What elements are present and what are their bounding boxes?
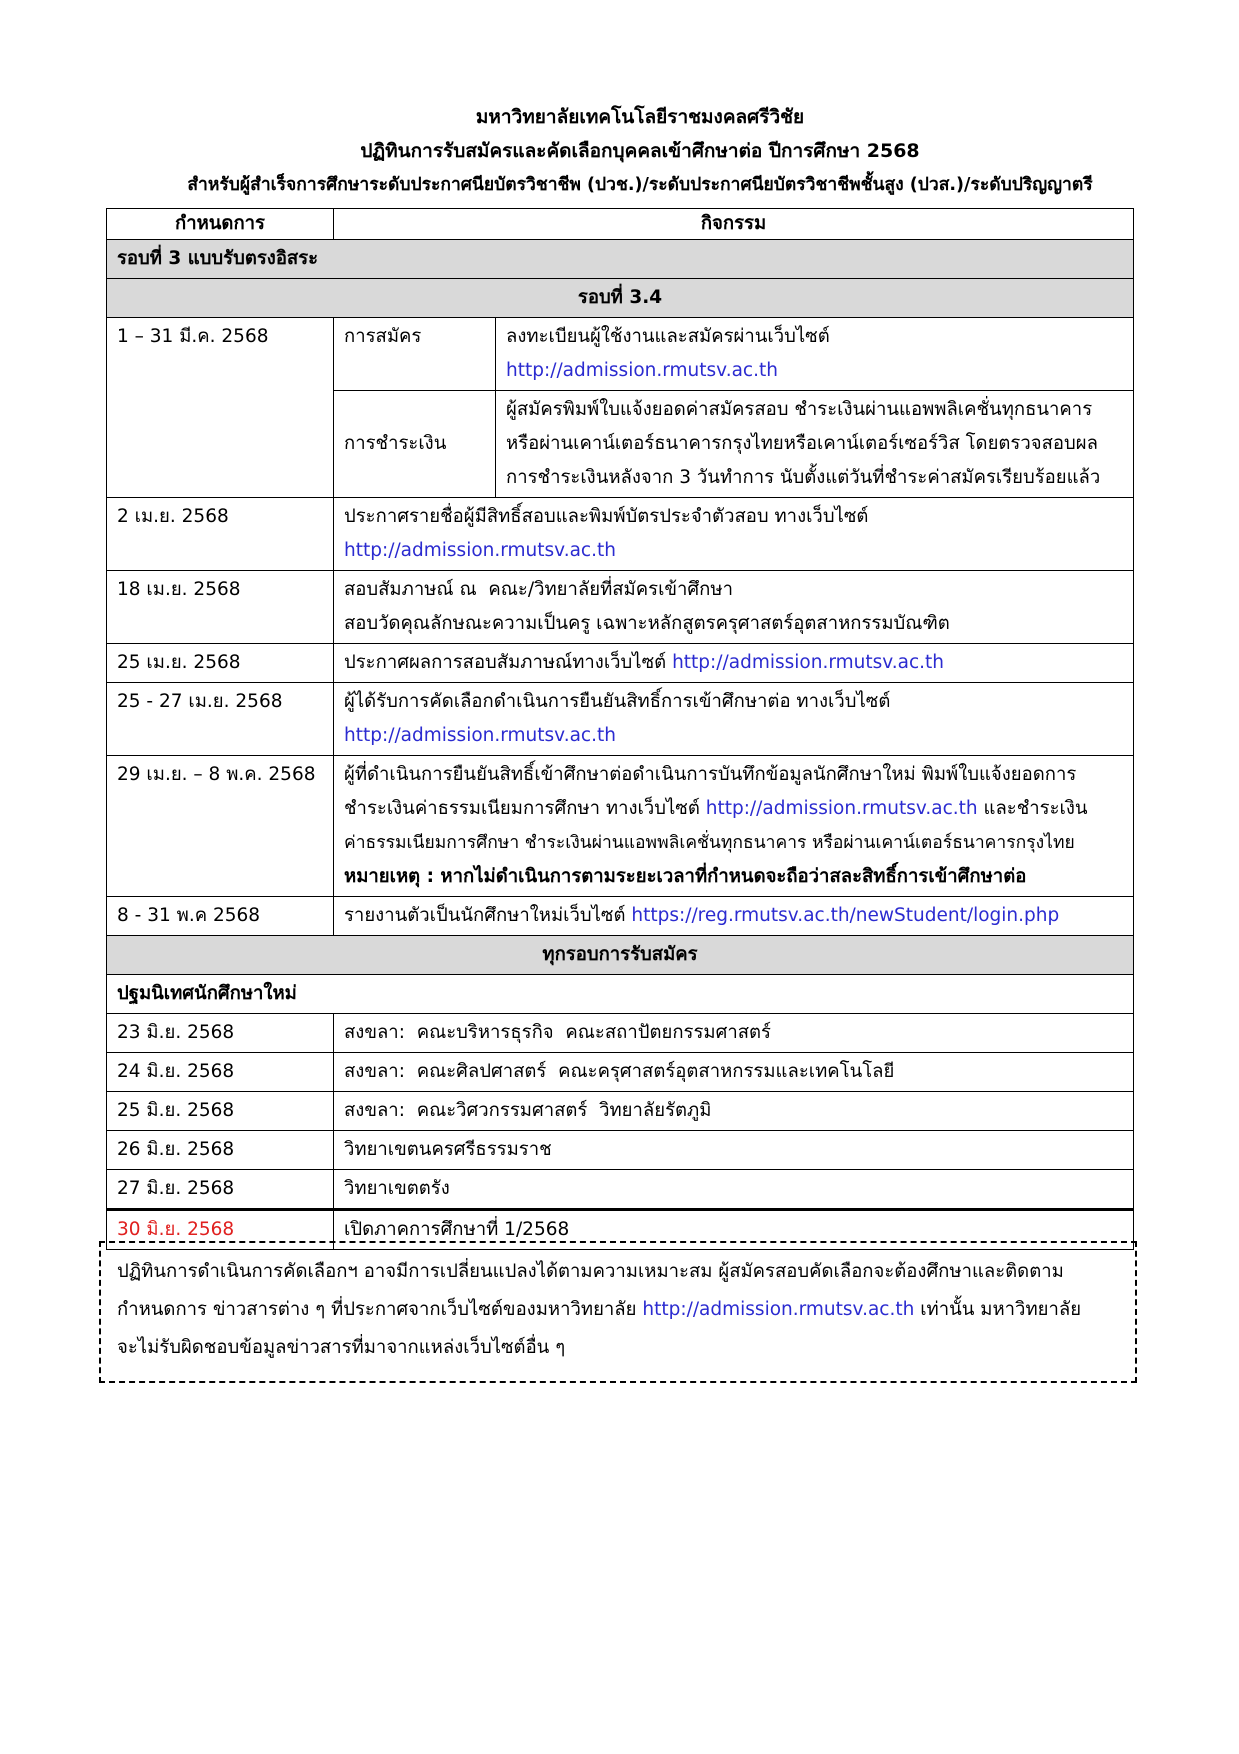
row-activity: สงขลา: คณะบริหารธุรกิจ คณะสถาปัตยกรรมศาสตร์	[334, 1014, 1134, 1053]
table-row	[107, 756, 1134, 897]
payment-line: หรือผ่านเคาน์เตอร์ธนาคารกรุงไทยหรือเคาน์เตอร์เซอร์วิส โดยตรวจสอบผล	[506, 433, 1098, 454]
payment-cell	[496, 391, 1134, 498]
table-row	[107, 683, 1134, 756]
table-row	[107, 1092, 1134, 1131]
table-row	[107, 1014, 1134, 1053]
row-activity: สงขลา: คณะวิศวกรรมศาสตร์ วิทยาลัยรัตภูมิ	[334, 1092, 1134, 1131]
row-date: 8 - 31 พ.ค 2568	[107, 897, 334, 936]
payment-line: การชำระเงินหลังจาก 3 วันทำการ นับตั้งแต่วันที่ชำระค่าสมัครเรียบร้อยแล้ว	[506, 467, 1101, 488]
section-row-orientation	[107, 975, 1134, 1014]
calendar-title: ปฏิทินการรับสมัครและคัดเลือกบุคคลเข้าศึกษาต่อ ปีการศึกษา 2568	[360, 140, 920, 162]
row-date: 25 มิ.ย. 2568	[107, 1092, 334, 1131]
column-header-date: กำหนดการ	[107, 209, 334, 240]
row-date: 2 เม.ย. 2568	[107, 498, 334, 571]
row-activity	[334, 498, 1134, 571]
note-text: เท่านั้น มหาวิทยาลัย	[914, 1299, 1082, 1320]
table-row	[107, 498, 1134, 571]
registration-link[interactable]: https://reg.rmutsv.ac.th/newStudent/login.php	[631, 905, 1060, 926]
remark-text: หมายเหตุ : หากไม่ดำเนินการตามระยะเวลาที่กำหนดจะถือว่าสละสิทธิ์การเข้าศึกษาต่อ	[344, 866, 1027, 887]
table-row	[107, 318, 1134, 391]
note-line-with-link	[117, 1291, 1119, 1329]
table-row	[107, 1170, 1134, 1210]
section-row-round3	[107, 240, 1134, 279]
row-activity: สงขลา: คณะศิลปศาสตร์ คณะครุศาสตร์อุตสาหกรรมและเทคโนโลยี	[334, 1053, 1134, 1092]
row-date: 26 มิ.ย. 2568	[107, 1131, 334, 1170]
calendar-subtitle: สำหรับผู้สำเร็จการศึกษาระดับประกาศนียบัตรวิชาชีพ (ปวช.)/ระดับประกาศนียบัตรวิชาชีพชั้นสูง (ปวส.)/ระดับปริญญาตรี	[187, 175, 1093, 195]
row-activity: วิทยาเขตตรัง	[334, 1170, 1134, 1210]
university-name: มหาวิทยาลัยเทคโนโลยีราชมงคลศรีวิชัย	[475, 106, 805, 128]
note-line: ปฏิทินการดำเนินการคัดเลือกฯ อาจมีการเปลี่ยนแปลงได้ตามความเหมาะสม ผู้สมัครสอบคัดเลือกจะต้องศึกษาและติดตาม	[117, 1261, 1064, 1282]
payment-line: ผู้สมัครพิมพ์ใบแจ้งยอดค่าสมัครสอบ ชำระเงินผ่านแอพพลิเคชั่นทุกธนาคาร	[506, 399, 1093, 420]
activity-text: ผู้ได้รับการคัดเลือกดำเนินการยืนยันสิทธิ์การเข้าศึกษาต่อ ทางเว็บไซต์	[344, 691, 891, 712]
note-text: กำหนดการ ข่าวสารต่าง ๆ ที่ประกาศจากเว็บไซต์ของมหาวิทยาลัย	[117, 1299, 643, 1320]
semester-start-date: 30 มิ.ย. 2568	[107, 1210, 334, 1250]
row-date: 23 มิ.ย. 2568	[107, 1014, 334, 1053]
subsection-title: รอบที่ 3.4	[107, 279, 1134, 318]
row-activity	[334, 571, 1134, 644]
activity-text: ประกาศผลการสอบสัมภาษณ์ทางเว็บไซต์	[344, 652, 673, 673]
payment-label: การชำระเงิน	[334, 391, 496, 498]
row-date: 25 - 27 เม.ย. 2568	[107, 683, 334, 756]
activity-text: และชำระเงิน	[977, 798, 1088, 819]
row-date: 25 เม.ย. 2568	[107, 644, 334, 683]
schedule-table	[106, 208, 1134, 1250]
activity-text: ค่าธรรมเนียมการศึกษา ชำระเงินผ่านแอพพลิเคชั่นทุกธนาคาร หรือผ่านเคาน์เตอร์ธนาคารกรุงไทย	[344, 833, 1075, 853]
table-row	[107, 897, 1134, 936]
activity-text: รายงานตัวเป็นนักศึกษาใหม่เว็บไซต์	[344, 905, 632, 926]
row-date: 18 เม.ย. 2568	[107, 571, 334, 644]
table-header-row	[107, 209, 1134, 240]
admission-link[interactable]: http://admission.rmutsv.ac.th	[344, 725, 616, 746]
row-date: 24 มิ.ย. 2568	[107, 1053, 334, 1092]
activity-text: ประกาศรายชื่อผู้มีสิทธิ์สอบและพิมพ์บัตรประจำตัวสอบ ทางเว็บไซต์	[344, 506, 869, 527]
activity-text: สอบสัมภาษณ์ ณ คณะ/วิทยาลัยที่สมัครเข้าศึกษา	[344, 579, 733, 600]
activity-text: สอบวัดคุณลักษณะความเป็นครู เฉพาะหลักสูตรครุศาสตร์อุตสาหกรรมบัณฑิต	[344, 613, 950, 634]
row-activity	[334, 756, 1134, 897]
admission-link[interactable]: http://admission.rmutsv.ac.th	[642, 1299, 915, 1320]
apply-label: การสมัคร	[334, 318, 496, 391]
disclaimer-note-box	[99, 1241, 1137, 1383]
column-header-activity: กิจกรรม	[334, 209, 1134, 240]
table-row	[107, 1131, 1134, 1170]
table-row	[107, 644, 1134, 683]
activity-text: ชำระเงินค่าธรรมเนียมการศึกษา ทางเว็บไซต์	[344, 798, 706, 819]
activity-text-with-link	[344, 792, 1123, 826]
section-row-all-rounds	[107, 936, 1134, 975]
admission-link[interactable]: http://admission.rmutsv.ac.th	[672, 652, 944, 673]
row-activity: วิทยาเขตนครศรีธรรมราช	[334, 1131, 1134, 1170]
table-row	[107, 571, 1134, 644]
semester-start-text: เปิดภาคการศึกษาที่ 1/2568	[334, 1210, 1134, 1250]
row-date: 1 – 31 มี.ค. 2568	[107, 318, 334, 498]
row-date: 29 เม.ย. – 8 พ.ค. 2568	[107, 756, 334, 897]
row-activity	[334, 644, 1134, 683]
section-orientation-title: ปฐมนิเทศนักศึกษาใหม่	[107, 975, 1134, 1014]
row-activity	[334, 683, 1134, 756]
document-header	[100, 100, 1180, 202]
subsection-row-round3-4	[107, 279, 1134, 318]
row-date: 27 มิ.ย. 2568	[107, 1170, 334, 1210]
admission-link[interactable]: http://admission.rmutsv.ac.th	[506, 360, 778, 381]
apply-cell	[496, 318, 1134, 391]
table-row	[107, 1053, 1134, 1092]
apply-text: ลงทะเบียนผู้ใช้งานและสมัครผ่านเว็บไซต์	[506, 326, 830, 347]
activity-text: ผู้ที่ดำเนินการยืนยันสิทธิ์เข้าศึกษาต่อดำเนินการบันทึกข้อมูลนักศึกษาใหม่ พิมพ์ใบแจ้งยอดการ	[344, 764, 1077, 785]
note-line: จะไม่รับผิดชอบข้อมูลข่าวสารที่มาจากแหล่งเว็บไซต์อื่น ๆ	[117, 1337, 566, 1358]
section-all-rounds-title: ทุกรอบการรับสมัคร	[107, 936, 1134, 975]
admission-link[interactable]: http://admission.rmutsv.ac.th	[344, 540, 616, 561]
admission-link[interactable]: http://admission.rmutsv.ac.th	[705, 798, 978, 819]
section-round-title: รอบที่ 3 แบบรับตรงอิสระ	[107, 240, 1134, 279]
row-activity	[334, 897, 1134, 936]
